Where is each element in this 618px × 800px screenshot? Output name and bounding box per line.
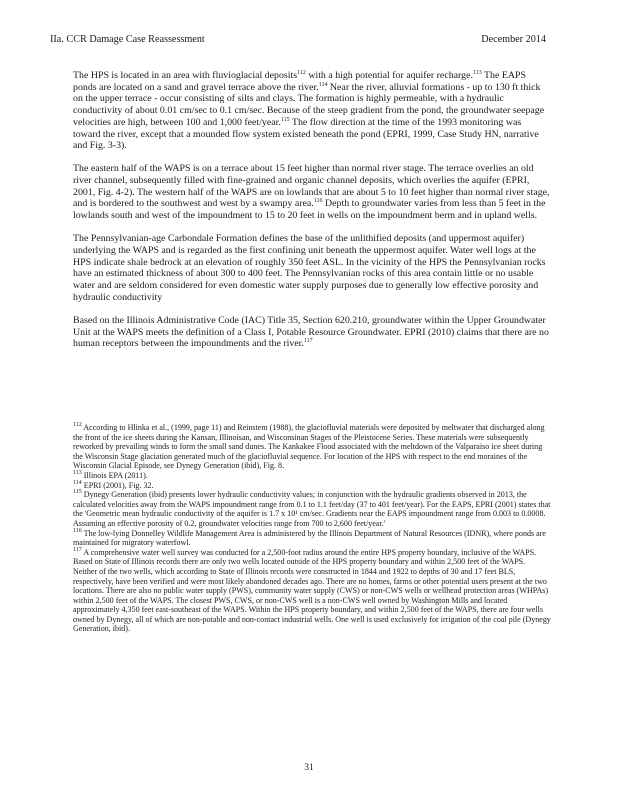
page-number: 31 xyxy=(304,763,314,773)
footnote-ref: 115 xyxy=(280,116,290,123)
footnote-ref: 112 xyxy=(297,70,306,76)
paragraph-carbondale-formation: The Pennsylvanian-age Carbondale Formation defines the base of the unlithified deposits (and uppermost aquifer) underlying the WAPS and is regarded as the first confining unit beneath the uppermost aquifer. Water well logs at the HPS indicate shale bedrock at an elevation of roughly 350 feet ASL. In the vicinity of the HPS the Pennsylvanian rocks have an estimated thickness of about 300 to 400 feet. The Pennsylvanian rocks of this area contain little or no usable water and are seldom considered for even domestic water supply purposes due to generally low effective porosity and hydraulic conductivity xyxy=(73,233,546,303)
footnote-117: $^{117}$ A comprehensive water well survey was conducted for a 2,500-foot radius around the entire HPS property boundary, inclusive of the WAPS. Based on State of Illinois records there are only two wells located outside of the HPS property boundary and within 2,500 feet of the WAPS. Neither of the two wells, which according to State of Illinois records were constructed in 1844 and 1922 to depths of 30 and 17 feet BLS, respectively, have been verified and were most likely abandoned decades ago. There are no homes, farms or other potential users present at the two locations. There are also no public water supply (PWS), community water supply (CWS) or non-CWS wells or wellhead protection areas (WHPAs) within 2,500 feet of the WAPS. The closest PWS, CWS, or non-CWS well is a non-CWS well owned by Washington Mills and located approximately 4,350 feet east-southeast of the WAPS. Within the HPS property boundary, and within 2,500 feet of the WAPS, there are four wells owned by Dynegy, all of which are non-potable and non-contact industrial wells. One well is used exclusively for irrigation of the coal pile (Dynegy Generation, ibid). xyxy=(73,546,551,634)
footnote-115: $^{115}$ Dynegy Generation (ibid) presents lower hydraulic conductivity values; in conjunction with the hydraulic gradients observed in 2013, the calculated velocities away from the WAPS impoundment range from 0.1 to 1.1 feet/day (37 to 401 feet/year). For the EAPS, EPRI (2001) states that the 'Geometric mean hydraulic conductivity of the aquifer is 1.7 x 10¹ cm/sec. Gradients near the EAPS impoundment range from 0.003 to 0.0008. Assuming an effective porosity of 0.2, groundwater velocities range from 700 to 2,600 feet/year.' xyxy=(73,489,551,528)
footnote-113: $^{113}$ Illinois EPA (2011). xyxy=(73,469,148,480)
paragraph-hydrogeology: The HPS is located in an area with fluvioglacial deposits$^{112}$ with a high potential for aquifer recharge.$^{113}$ The EAPS ponds are located on a sand and gravel terrace above the river.$^{114}$ Near the river, alluvial formations - up to 130 ft thick on the upper terrace - occur consisting of silts and clays. The formation is highly permeable, with a hydraulic conductivity of about 0.01 cm/sec to 0.1 cm/sec. Because of the steep gradient from the pond, the groundwater seepage velocities are high, between 100 and 1,000 feet/year.$^{115}$ The flow direction at the time of the 1993 monitoring was toward the river, except that a mounded flow system existed beneath the pond (EPRI, 1999, Case Study HN, narrative and Fig. 3-3). xyxy=(73,70,545,152)
footnote-ref: 116 xyxy=(313,198,323,205)
footnote-112: $^{112}$ According to Hlinka et al., (1999, page 11) and Reinstem (1988), the glaciofluvial materials were deposited by meltwater that discharged along the front of the ice sheets during the Kansan, Illinoisan, and Wisconsinan Stages of the Pleistocene Series. These materials were subsequently reworked by prevailing winds to form the small sand dunes. The Kankakee Flood associated with the meltdown of the Valparaiso ice sheet during the Wisconsin Stage glaciation generated much of the glaciofluvial sequence. For location of the HPS with respect to the end moraines of the Wisconsin Glacial Episode, see Dynegy Generation (ibid), Fig. 8. xyxy=(73,422,545,471)
footnotes xyxy=(73,423,551,634)
footnote-ref: 117 xyxy=(303,338,313,345)
footnote-ref: 113 xyxy=(472,70,482,76)
header-date: December 2014 xyxy=(481,34,546,45)
header-section-title: IIa. CCR Damage Case Reassessment xyxy=(50,34,205,45)
footnote-114: $^{114}$ EPRI (2001), Fig. 32. xyxy=(73,479,154,490)
footnote-ref: 114 xyxy=(318,81,328,88)
body-text xyxy=(73,70,551,361)
paragraph-terrace: The eastern half of the WAPS is on a terrace about 15 feet higher than normal river stage. The terrace overlies an old river channel, subsequently filled with fine-grained and organic channel deposits, which overlies the aquifer (EPRI, 2001, Fig. 4-2). The western half of the WAPS are on lowlands that are about 5 to 10 feet higher than normal river stage, and is bordered to the southwest and west by a swampy area.$^{116}$ Depth to groundwater varies from less than 5 feet in the lowlands south and west of the impoundment to 15 to 20 feet in wells on the impoundment berm and in upland wells. xyxy=(73,163,550,222)
footnote-116: $^{116}$ The low-lying Donnelley Wildlife Management Area is administered by the Illinois Department of Natural Resources (IDNR), where ponds are maintained for migratory waterfowl. xyxy=(73,527,546,548)
paragraph-groundwater-class: Based on the Illinois Administrative Code (IAC) Title 35, Section 620.210, groundwater within the Upper Groundwater Unit at the WAPS meets the definition of a Class I, Potable Resource Groundwater. EPRI (2010) claims that there are no human receptors between the impoundments and the river.$^{117}$ xyxy=(73,314,549,350)
